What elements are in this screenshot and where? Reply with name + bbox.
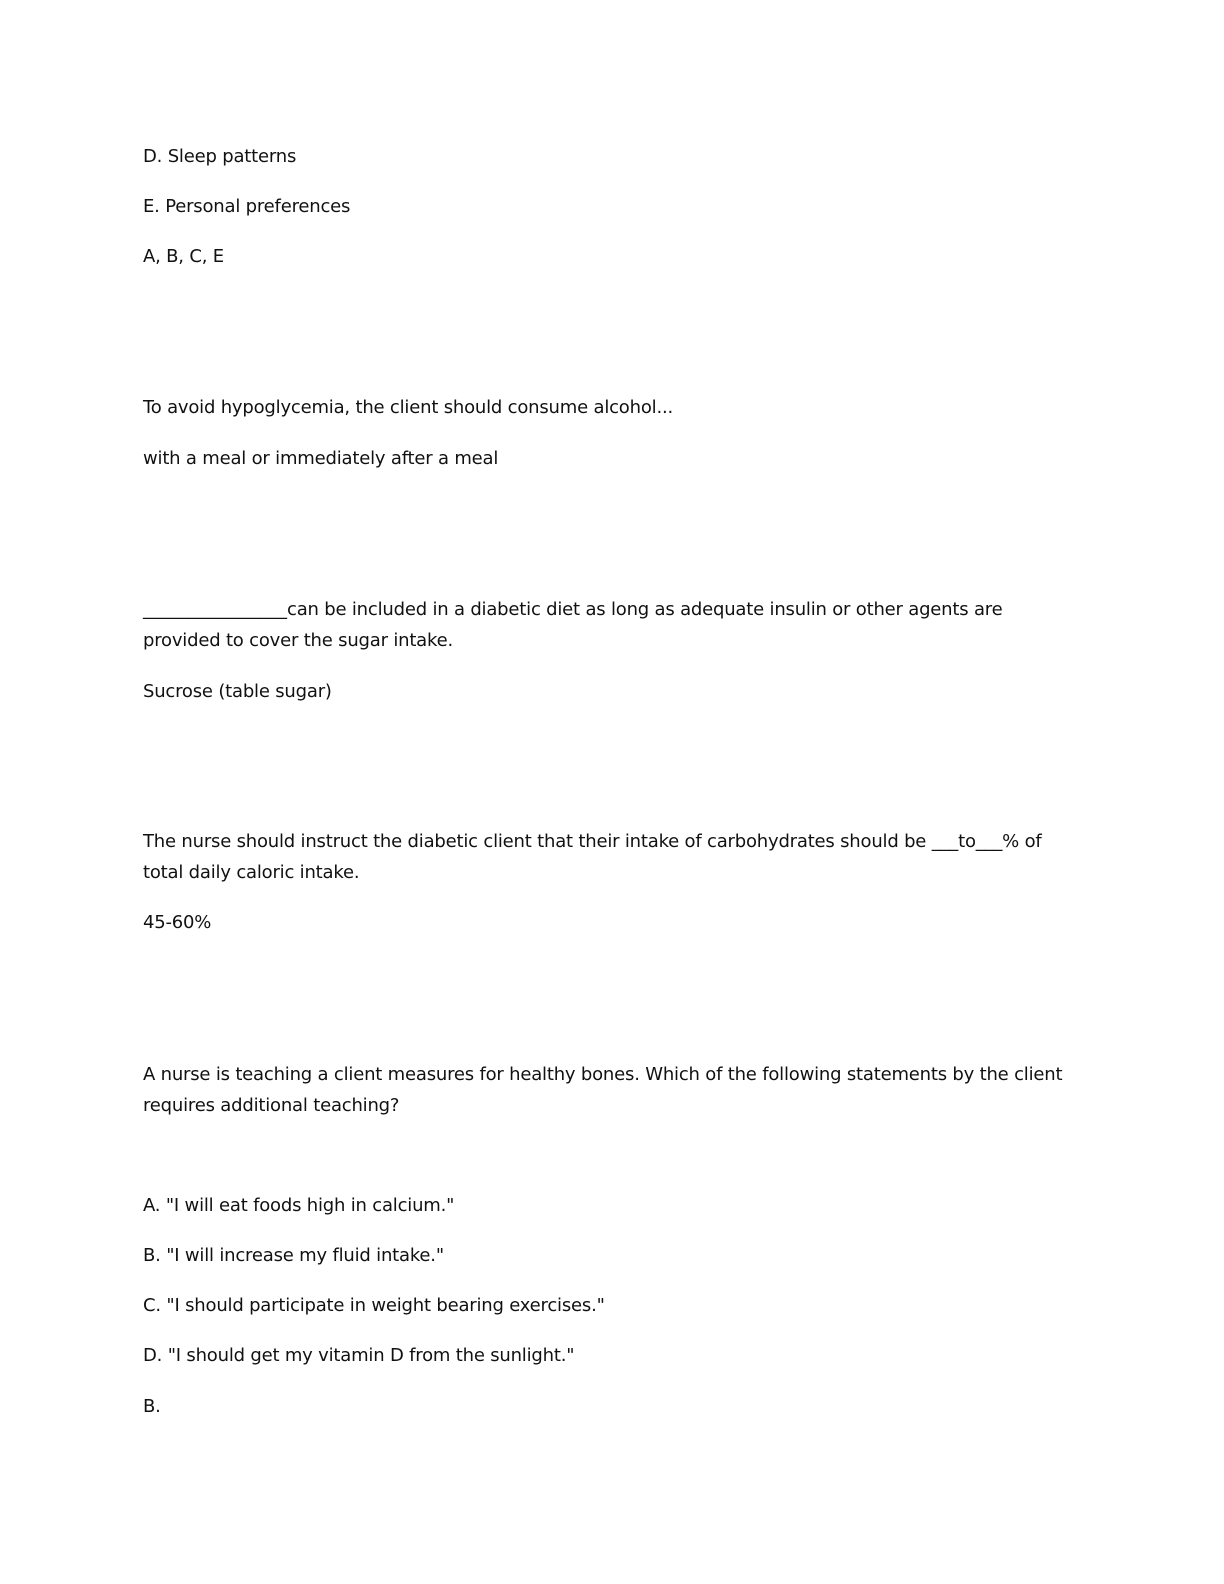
bones-option-b: B. "I will increase my fluid intake." bbox=[143, 1245, 444, 1266]
bones-option-a: A. "I will eat foods high in calcium." bbox=[143, 1195, 455, 1216]
bones-option-c: C. "I should participate in weight bearing exercises." bbox=[143, 1295, 605, 1316]
bones-option-d: D. "I should get my vitamin D from the sunlight." bbox=[143, 1345, 575, 1366]
question-sucrose-text: can be included in a diabetic diet as long as adequate insulin or other agents are provided to cover the sugar intake. bbox=[143, 599, 1003, 651]
option-e-personal-preferences: E. Personal preferences bbox=[143, 196, 351, 217]
answer-abce: A, B, C, E bbox=[143, 246, 224, 267]
question-carbohydrates: The nurse should instruct the diabetic client that their intake of carbohydrates should be ___to___% of total daily caloric intake. bbox=[143, 831, 1042, 883]
question-alcohol: To avoid hypoglycemia, the client should consume alcohol... bbox=[143, 397, 674, 418]
question-sucrose bbox=[143, 594, 1083, 656]
question-healthy-bones: A nurse is teaching a client measures for healthy bones. Which of the following statements by the client requires additional teaching? bbox=[143, 1064, 1063, 1116]
option-d-sleep-patterns: D. Sleep patterns bbox=[143, 146, 297, 167]
answer-sucrose: Sucrose (table sugar) bbox=[143, 681, 332, 702]
answer-alcohol: with a meal or immediately after a meal bbox=[143, 448, 499, 469]
fill-in-blank: ________________ bbox=[143, 599, 287, 620]
answer-healthy-bones: B. bbox=[143, 1396, 161, 1417]
answer-carbohydrates: 45-60% bbox=[143, 912, 212, 933]
